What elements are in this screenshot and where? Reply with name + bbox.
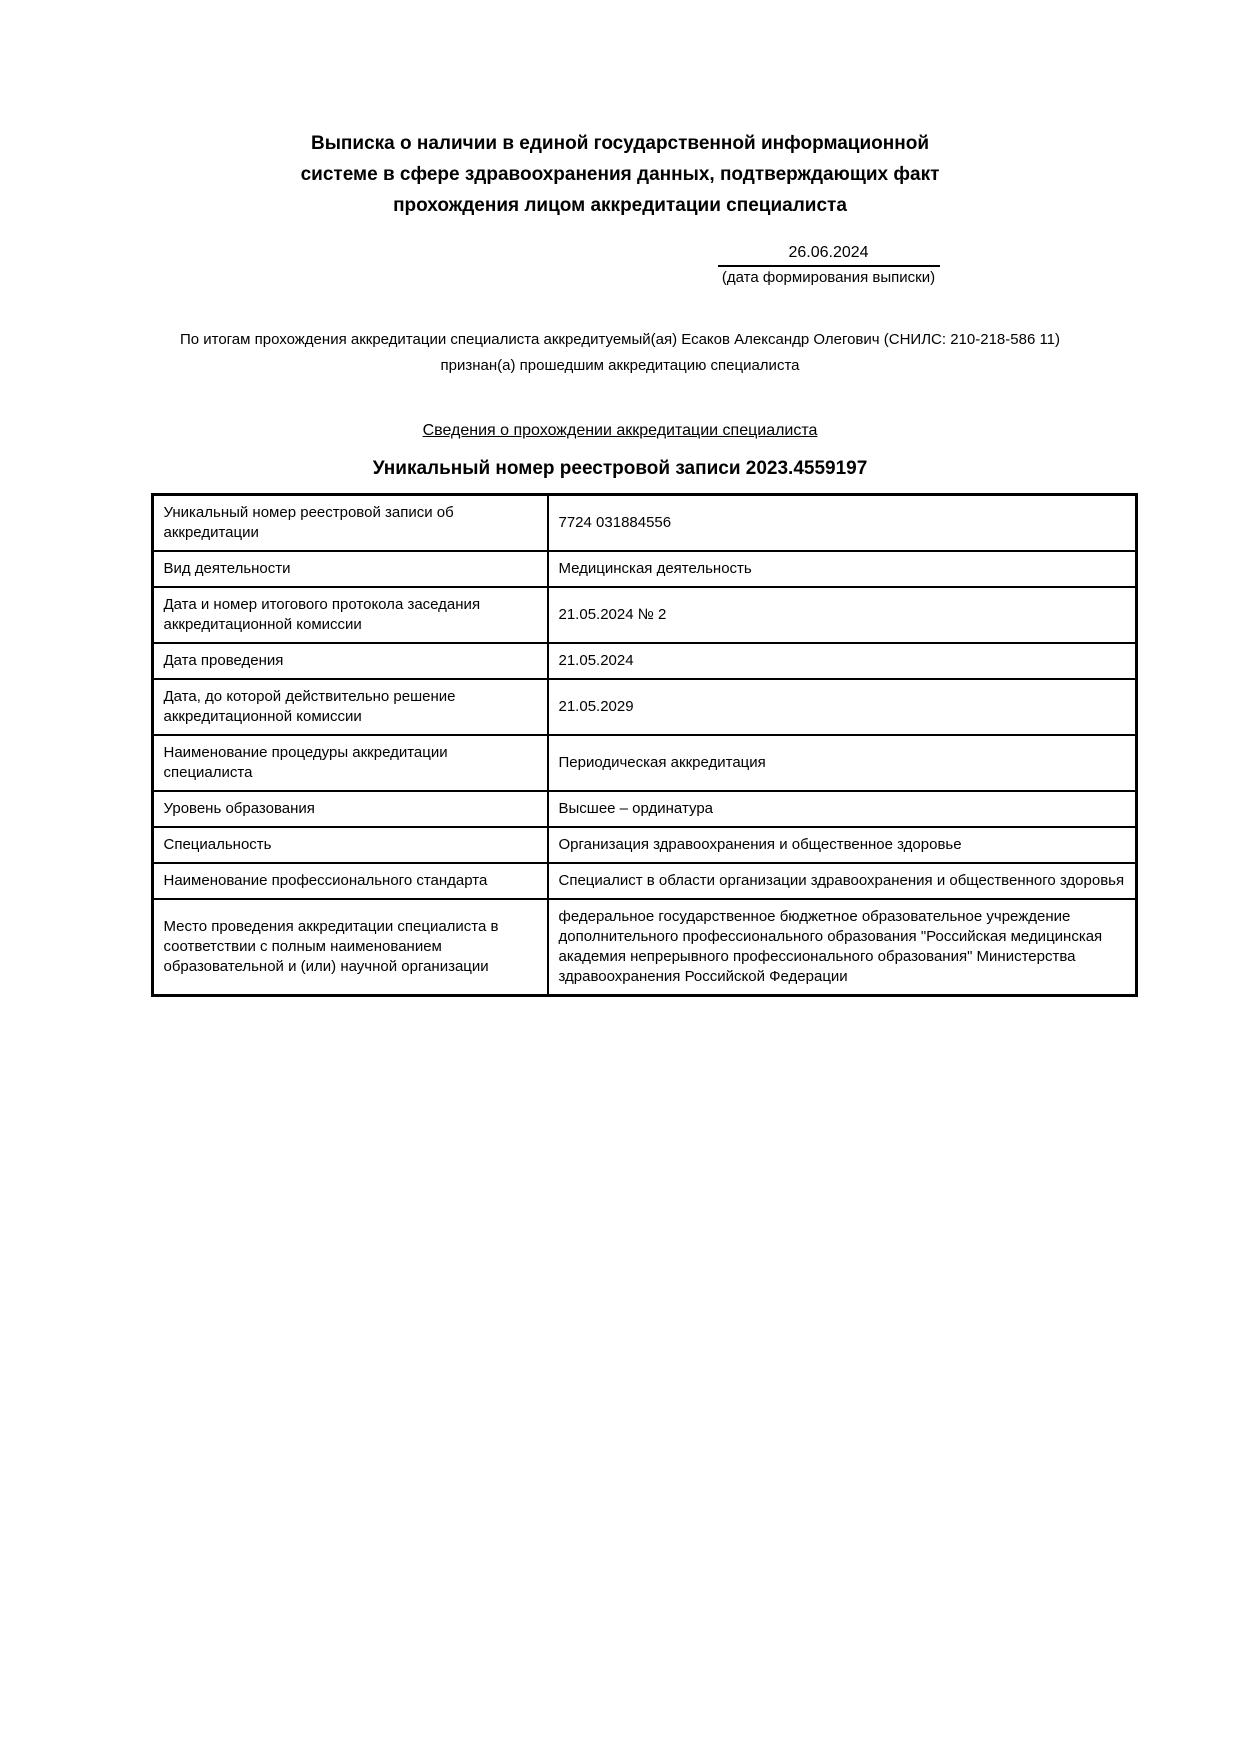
table-row (152, 679, 1136, 735)
row-label-cell: Специальность (152, 827, 548, 863)
row-value-cell: Медицинская деятельность (548, 551, 1137, 587)
row-value-cell: федеральное государственное бюджетное образовательное учреждение дополнительного профессионального образования "Российская медицинская академия непрерывного профессионального образования" Министерства здравоохранения Российской Федерации (548, 899, 1137, 996)
row-label-cell: Уникальный номер реестровой записи об аккредитации (152, 495, 548, 552)
issue-date-caption: (дата формирования выписки) (721, 269, 936, 286)
document-title-line: прохождения лицом аккредитации специалиста (393, 195, 847, 216)
row-value-cell: Высшее – ординатура (548, 791, 1137, 827)
issue-date: 26.06.2024 (718, 243, 940, 267)
table-row (152, 899, 1136, 996)
row-label-cell: Уровень образования (152, 791, 548, 827)
accreditation-table-body (152, 495, 1136, 996)
table-row (152, 587, 1136, 643)
row-value-cell: 21.05.2029 (548, 679, 1137, 735)
table-row (152, 735, 1136, 791)
document-title-line: системе в сфере здравоохранения данных, подтверждающих факт (300, 164, 940, 185)
issue-date-block (718, 243, 940, 287)
table-row (152, 495, 1136, 552)
document-title (151, 128, 1090, 221)
row-label-cell: Дата проведения (152, 643, 548, 679)
row-label-cell: Дата и номер итогового протокола заседания аккредитационной комиссии (152, 587, 548, 643)
row-value-cell: 21.05.2024 (548, 643, 1137, 679)
row-label-cell: Место проведения аккредитации специалиста в соответствии с полным наименованием образовательной и (или) научной организации (152, 899, 548, 996)
intro-paragraph (151, 327, 1090, 379)
row-value-cell: Организация здравоохранения и общественное здоровье (548, 827, 1137, 863)
table-row (152, 863, 1136, 899)
section-heading: Сведения о прохождении аккредитации специалиста (422, 422, 818, 439)
row-value-cell: Периодическая аккредитация (548, 735, 1137, 791)
intro-paragraph-line: признан(а) прошедшим аккредитацию специалиста (440, 357, 800, 374)
row-label-cell: Наименование профессионального стандарта (152, 863, 548, 899)
row-label-cell: Наименование процедуры аккредитации специалиста (152, 735, 548, 791)
document-content (151, 0, 1125, 997)
table-row (152, 643, 1136, 679)
table-row (152, 791, 1136, 827)
row-value-cell: 21.05.2024 № 2 (548, 587, 1137, 643)
row-value-cell: 7724 031884556 (548, 495, 1137, 552)
table-row (152, 551, 1136, 587)
record-number-heading: Уникальный номер реестровой записи 2023.4559197 (372, 458, 868, 479)
row-label-cell: Вид деятельности (152, 551, 548, 587)
accreditation-table (151, 493, 1138, 997)
row-value-cell: Специалист в области организации здравоохранения и общественного здоровья (548, 863, 1137, 899)
document-title-line: Выписка о наличии в единой государственной информационной (310, 133, 930, 154)
row-label-cell: Дата, до которой действительно решение аккредитационной комиссии (152, 679, 548, 735)
intro-paragraph-line: По итогам прохождения аккредитации специалиста аккредитуемый(ая) Есаков Александр Олегович (СНИЛС: 210-218-586 11) (179, 331, 1061, 348)
table-row (152, 827, 1136, 863)
